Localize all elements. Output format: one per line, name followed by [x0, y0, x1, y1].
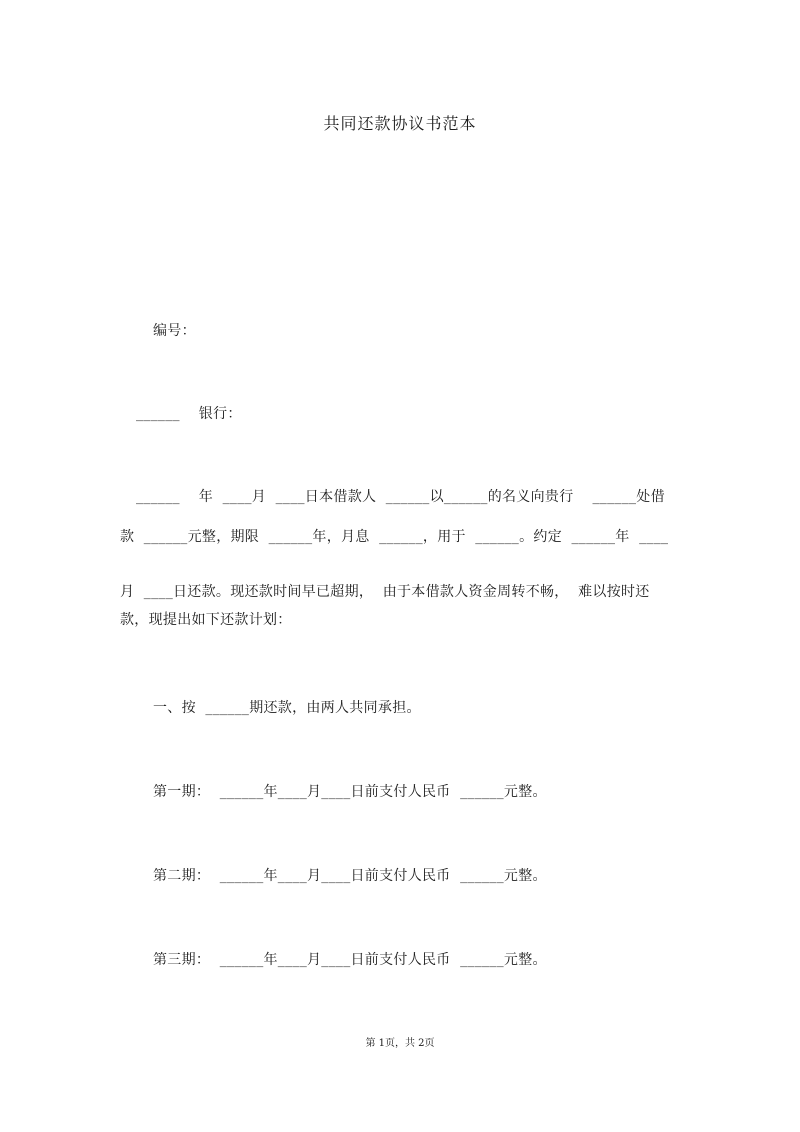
installment-1: 第一期： ______年____月____日前支付人民币 ______元整。 [153, 784, 547, 800]
page-footer: 第 1页，共 2页 [365, 1038, 435, 1049]
bank-line: ______ 银行： [136, 406, 242, 422]
paragraph-line-1: ______ 年 ____月 ____日本借款人 ______以______的名义向贵行 ______处借 [136, 489, 665, 505]
plan-intro: 一、按 ______期还款，由两人共同承担。 [153, 700, 421, 716]
number-label: 编号： [153, 323, 196, 339]
installment-2: 第二期： ______年____月____日前支付人民币 ______元整。 [153, 868, 547, 884]
paragraph-line-3: 月 ____日还款。现还款时间早已超期， 由于本借款人资金周转不畅， 难以按时还 [120, 584, 650, 600]
installment-3: 第三期： ______年____月____日前支付人民币 ______元整。 [153, 952, 547, 968]
paragraph-line-2: 款 ______元整，期限 ______年，月息 ______，用于 ______。约定 ______年 ____ [120, 529, 669, 545]
paragraph-line-4: 款，现提出如下还款计划： [120, 612, 292, 628]
document-title: 共同还款协议书范本 [323, 114, 477, 133]
